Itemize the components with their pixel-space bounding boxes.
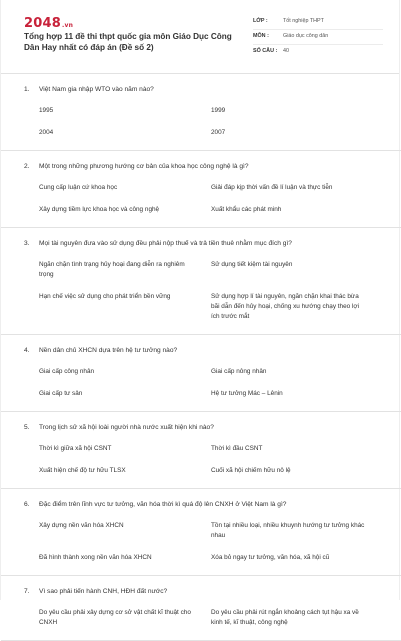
- answer-options: [1, 254, 401, 328]
- meta-class-label: LỚP :: [253, 18, 268, 24]
- answer-options: [1, 361, 401, 405]
- answer-option[interactable]: Đã hình thành xong nền văn hóa XHCN: [39, 554, 152, 561]
- question-number: 2.: [24, 163, 30, 170]
- question-text: Đặc điểm trên lĩnh vực tư tưởng, văn hóa thời kì quá độ lên CNXH ở Việt Nam là gì?: [39, 501, 287, 508]
- answer-option[interactable]: 2007: [211, 129, 226, 136]
- question-text: Việt Nam gia nhập WTO vào năm nào?: [39, 86, 154, 93]
- answer-option[interactable]: Xóa bỏ ngay tư tưởng, văn hóa, xã hội cũ: [211, 554, 330, 561]
- question-text: Mọi tài nguyên đưa vào sử dụng đều phải nộp thuế và trả tiền thuê nhằm mục đích gì?: [39, 240, 292, 247]
- answer-option[interactable]: Hạn chế việc sử dụng cho phát triển bền vững: [39, 293, 171, 300]
- meta-subject-value: Giáo dục công dân: [283, 33, 329, 39]
- answer-option[interactable]: Giải đáp kịp thời vấn đề lí luận và thực tiễn: [211, 184, 333, 191]
- question-number: 1.: [24, 86, 30, 93]
- question-number: 7.: [24, 588, 30, 595]
- answer-option[interactable]: Ngăn chặn tình trạng hủy hoại đang diễn ra nghiêm trọng: [39, 261, 185, 278]
- answer-option[interactable]: Tồn tại nhiều loại, nhiều khuynh hướng tư tưởng khác nhau: [211, 522, 365, 539]
- answer-option[interactable]: Cung cấp luận cứ khoa học: [39, 184, 118, 191]
- question-item: [1, 335, 401, 412]
- meta-count-row: [253, 45, 383, 60]
- question-item: [1, 228, 401, 335]
- answer-options: [1, 100, 401, 144]
- question-item: [1, 489, 401, 576]
- question-item: [1, 74, 401, 151]
- answer-option[interactable]: Xây dựng tiềm lực khoa học và công nghệ: [39, 206, 160, 213]
- question-number: 5.: [24, 424, 30, 431]
- question-list: [1, 74, 401, 641]
- answer-option[interactable]: Xuất khẩu các phát minh: [211, 206, 282, 213]
- answer-options: [1, 602, 401, 634]
- answer-option[interactable]: Do yêu cầu phải rút ngắn khoảng cách tụt hậu xa về kinh tế, kĩ thuật, công nghệ: [211, 609, 359, 626]
- answer-option[interactable]: 2004: [39, 129, 54, 136]
- meta-count-value: 40: [283, 48, 289, 54]
- answer-option[interactable]: Xuất hiện chế độ tư hữu TLSX: [39, 467, 126, 474]
- answer-option[interactable]: Thời kì giữa xã hội CSNT: [39, 445, 112, 452]
- question-item: [1, 412, 401, 489]
- meta-subject-row: [253, 30, 383, 45]
- question-text: Một trong những phương hướng cơ bản của khoa học công nghệ là gì?: [39, 163, 249, 170]
- question-number: 4.: [24, 347, 30, 354]
- answer-option[interactable]: Giai cấp công nhân: [39, 368, 95, 375]
- meta-class-row: [253, 15, 383, 30]
- question-text: Trong lịch sử xã hội loài người nhà nước xuất hiện khi nào?: [39, 424, 214, 431]
- answer-options: [1, 438, 401, 482]
- answer-option[interactable]: Cuối xã hội chiếm hữu nô lệ: [211, 467, 291, 474]
- answer-options: [1, 177, 401, 221]
- answer-option[interactable]: Do yêu cầu phải xây dựng cơ sở vật chất kĩ thuật cho CNXH: [39, 609, 191, 626]
- answer-option[interactable]: Sử dụng tiết kiệm tài nguyên: [211, 261, 293, 268]
- document-header: [1, 0, 399, 74]
- answer-option[interactable]: Giai cấp nông nhân: [211, 368, 267, 375]
- question-item: [1, 151, 401, 228]
- answer-option[interactable]: Giai cấp tư sản: [39, 390, 83, 397]
- answer-option[interactable]: 1995: [39, 107, 54, 114]
- site-logo[interactable]: [24, 16, 73, 31]
- answer-option[interactable]: Xây dựng nền văn hóa XHCN: [39, 522, 124, 529]
- question-item: [1, 576, 401, 641]
- meta-subject-label: MÔN :: [253, 33, 269, 39]
- question-number: 6.: [24, 501, 30, 508]
- meta-count-label: SỐ CÂU :: [253, 48, 278, 54]
- answer-option[interactable]: Sử dụng hợp lí tài nguyên, ngăn chặn khai thác bừa bãi dẫn đến hủy hoại, chống xu hướng chạy theo lợi ích trước mắt: [211, 293, 360, 320]
- meta-class-value: Tốt nghiệp THPT: [283, 18, 324, 24]
- logo-text: 2048: [24, 16, 61, 31]
- answer-option[interactable]: Hệ tư tưởng Mác – Lênin: [211, 390, 283, 397]
- answer-options: [1, 515, 401, 569]
- question-number: 3.: [24, 240, 30, 247]
- exam-meta: [253, 15, 383, 60]
- exam-title: Tổng hợp 11 đề thi thpt quốc gia môn Giáo Dục Công Dân Hay nhất có đáp án (Đề số 2): [24, 32, 232, 52]
- logo-suffix: .vn: [61, 22, 74, 29]
- answer-option[interactable]: 1999: [211, 107, 226, 114]
- question-text: Vì sao phải tiến hành CNH, HĐH đất nước?: [39, 588, 168, 595]
- question-text: Nền dân chủ XHCN dựa trên hệ tư tưởng nào?: [39, 347, 178, 354]
- answer-option[interactable]: Thời kì đầu CSNT: [211, 445, 263, 452]
